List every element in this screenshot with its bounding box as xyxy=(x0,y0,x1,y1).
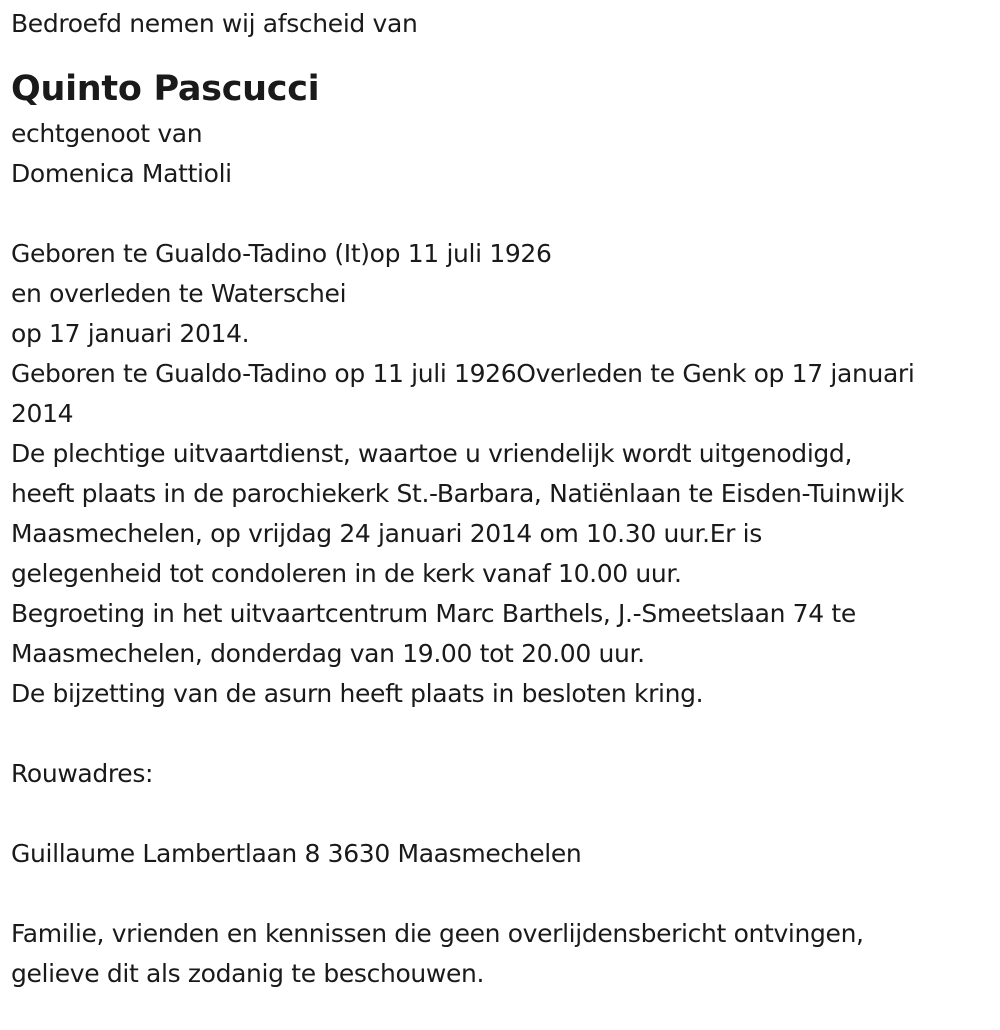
spouse-name: Domenica Mattioli xyxy=(11,159,232,188)
birth-death-line: en overleden te Waterschei xyxy=(11,279,347,308)
spacer xyxy=(11,44,996,64)
closing-line: gelieve dit als zodanig te beschouwen. xyxy=(11,959,485,988)
birth-death-line: Geboren te Gualdo-Tadino op 11 juli 1926Overleden te Genk op 17 januari xyxy=(11,359,915,388)
closing-line: Familie, vrienden en kennissen die geen overlijdensbericht ontvingen, xyxy=(11,919,864,948)
spacer xyxy=(11,194,996,234)
birth-death-line: op 17 januari 2014. xyxy=(11,319,250,348)
spouse-prefix: echtgenoot van xyxy=(11,119,203,148)
ceremony-section xyxy=(11,434,996,714)
ceremony-line: De bijzetting van de asurn heeft plaats in besloten kring. xyxy=(11,679,704,708)
birth-death-section xyxy=(11,234,996,434)
ceremony-line: De plechtige uitvaartdienst, waartoe u vriendelijk wordt uitgenodigd, xyxy=(11,439,853,468)
birth-death-line: 2014 xyxy=(11,399,74,428)
ceremony-line: heeft plaats in de parochiekerk St.-Barbara, Natiënlaan te Eisden-Tuinwijk xyxy=(11,479,904,508)
ceremony-line: gelegenheid tot condoleren in de kerk vanaf 10.00 uur. xyxy=(11,559,682,588)
address-label: Rouwadres: xyxy=(11,759,154,788)
spacer xyxy=(11,794,996,834)
closing-section xyxy=(11,914,996,994)
ceremony-line: Begroeting in het uitvaartcentrum Marc Barthels, J.-Smeetslaan 74 te xyxy=(11,599,856,628)
birth-death-line: Geboren te Gualdo-Tadino (It)op 11 juli 1926 xyxy=(11,239,552,268)
ceremony-line: Maasmechelen, op vrijdag 24 januari 2014 om 10.30 uur.Er is xyxy=(11,519,762,548)
obituary-notice xyxy=(11,0,996,994)
spacer xyxy=(11,874,996,914)
address: Guillaume Lambertlaan 8 3630 Maasmechelen xyxy=(11,839,582,868)
spacer xyxy=(11,714,996,754)
deceased-name: Quinto Pascucci xyxy=(11,69,320,109)
intro-text: Bedroefd nemen wij afscheid van xyxy=(11,9,418,38)
ceremony-line: Maasmechelen, donderdag van 19.00 tot 20.00 uur. xyxy=(11,639,645,668)
